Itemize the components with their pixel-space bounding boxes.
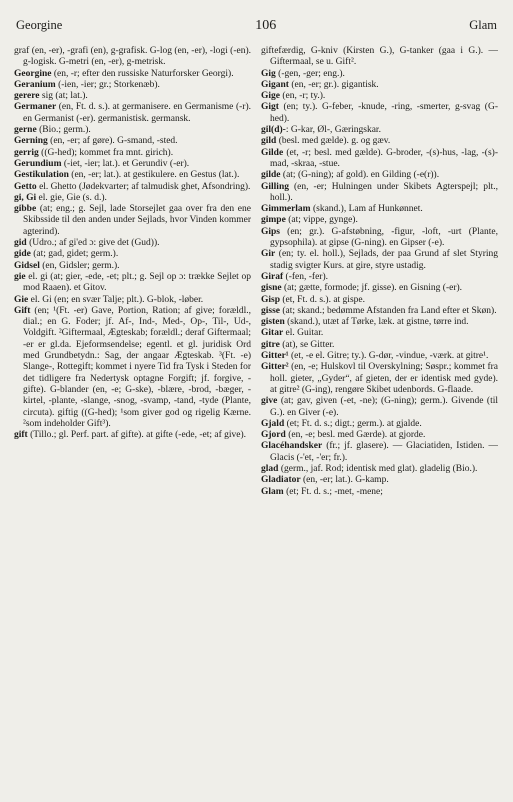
entry-headword: Gilde — [261, 147, 284, 158]
entry-headword: gisten — [261, 317, 285, 328]
entry-text: (en; ¹(Ft. -er) Gave, Portion, Ration; af give; forældl., dial.; en G. Foder; jf. Af-, Ind-, Med-, Op-, Til-, Ud-, Voldgift. ²Giftermaal, Ægteskab; forældl.; deraf Giftermaal; -er er gl.da. Ejeformsendelse; egentl. et gl. juridisk Ord med Grundbetydn.: Sag, der angaar Ægteskab. ³(Ft. -e) Slange-, Rottegift; kommet i nyere Tid fra Tysk i Steden for det tidligere fra Nedertysk optagne Forgift; jf. forgive, -gifte). G-blander (en, -e; G-ske), -blære, -brod, -bæger, -kirtel, -plante, -slange, -snog, -svamp, -tand, -tyde (Plante, circuta). giftig ((G-hed); ¹som giver god og rigelig Kærne. ²som indeholder Gift³). — [23, 305, 251, 429]
dictionary-entry — [261, 170, 498, 181]
entry-headword: Gidsel — [14, 260, 40, 271]
entry-text: el. Guitar. — [283, 328, 324, 339]
dictionary-entry — [14, 91, 251, 102]
entry-headword: gid — [14, 238, 27, 249]
page-header — [16, 18, 497, 42]
entry-text: el. Gi (en; en svær Talje; plt.). G-blok, -løber. — [28, 294, 204, 305]
right-column — [261, 46, 498, 802]
entry-headword: gild — [261, 136, 277, 147]
entry-text: (en; ty. el. holl.), Sejlads, der paa Grund af slet Styring stadig svigter Kurs. at gire, styre ustadig. — [270, 249, 498, 271]
entry-text: (-iet, -ier; lat.). et Gerundiv (-er). — [61, 158, 190, 169]
entry-headword: Gladiator — [261, 475, 301, 486]
dictionary-entry — [14, 204, 251, 238]
dictionary-entry — [14, 170, 251, 181]
dictionary-entry — [261, 396, 498, 419]
dictionary-entry — [14, 136, 251, 147]
dictionary-entry — [14, 102, 251, 125]
dictionary-entry — [14, 430, 251, 441]
dictionary-entry — [14, 272, 251, 295]
entry-headword: Glacéhandsker — [261, 441, 323, 452]
dictionary-entry — [261, 340, 498, 351]
entry-headword: glad — [261, 463, 279, 474]
dictionary-entry — [261, 295, 498, 306]
entry-text: ((G-hed); kommet fra mnt. girich). — [38, 147, 174, 158]
entry-headword: gie — [14, 271, 26, 282]
dictionary-entry — [261, 182, 498, 205]
entry-headword: Gjord — [261, 430, 286, 441]
dictionary-entry — [261, 328, 498, 339]
entry-headword: Gitter² — [261, 362, 289, 373]
entry-headword: Gisp — [261, 294, 281, 305]
dictionary-entry — [261, 215, 498, 226]
dictionary-entry — [14, 69, 251, 80]
dictionary-entry — [261, 283, 498, 294]
dictionary-entry — [261, 91, 498, 102]
entry-headword: Gerning — [14, 136, 48, 147]
dictionary-entry — [261, 419, 498, 430]
entry-headword: gibbe — [14, 204, 37, 215]
entry-text: (en, -e; besl. med Gærde). at gjorde. — [285, 430, 426, 441]
dictionary-entry — [261, 148, 498, 171]
header-left-guideword: Georgine — [16, 18, 63, 32]
entry-headword: Gjald — [261, 418, 285, 429]
entry-headword: Gimmerlam — [261, 204, 311, 215]
entry-text: (en; ty.). G-feber, -knude, -ring, -smerter, g-svag (G-hed). — [270, 102, 498, 124]
dictionary-entry — [14, 193, 251, 204]
dictionary-entry — [261, 487, 498, 498]
entry-text: (at; vippe, gynge). — [285, 215, 358, 226]
entry-text: (skand.), utæt af Tørke, læk. at gistne, tørre ind. — [284, 317, 469, 328]
dictionary-entry — [261, 69, 498, 80]
dictionary-entry — [14, 46, 251, 69]
entry-headword: gide — [14, 249, 31, 260]
entry-headword: Gestikulation — [14, 170, 69, 181]
dictionary-entry — [261, 125, 498, 136]
entry-text: (et; Ft. d. s.; digt.; germ.). at gjalde. — [284, 418, 422, 429]
entry-headword: Gir — [261, 249, 276, 260]
entry-headword: Gilling — [261, 181, 289, 192]
entry-text: (en, -r; ty.). — [280, 91, 326, 102]
entry-text: (Bio.; germ.). — [36, 125, 91, 136]
entry-text: el. Ghetto (Jødekvarter; af talmudisk ghet, Afsondring). — [36, 181, 251, 192]
entry-text: (en, -er; Hulningen under Skibets Agterspejl; plt., holl.). — [270, 181, 498, 203]
entry-text: (en, -r; efter den russiske Naturforsker Georgi). — [51, 68, 234, 79]
entry-headword: gitre — [261, 339, 280, 350]
entry-text: (at; gav, given (-et, -ne); (G-ning); germ.). Givende (til G.). en Giver (-e). — [270, 396, 498, 418]
entry-headword: Giraf — [261, 271, 284, 282]
entry-text: el. gie, Gie (s. d.). — [36, 192, 107, 203]
entry-headword: Gips — [261, 226, 281, 237]
entry-text: (en; gr.). G-afstøbning, -figur, -loft, -urt (Plante, gypsophila). at gipse (G-ning). en Gipser (-e). — [270, 226, 498, 249]
dictionary-entry — [14, 125, 251, 136]
left-column — [14, 46, 251, 802]
entry-headword: gisse — [261, 305, 280, 316]
entry-headword: Gigt — [261, 102, 279, 113]
entry-text: (en, -er; af gøre). G-smand, -sted. — [47, 136, 178, 147]
entry-headword: Gift — [14, 305, 31, 316]
dictionary-entry — [261, 80, 498, 91]
entry-headword: gimpe — [261, 215, 286, 226]
dictionary-entry — [261, 441, 498, 464]
header-right-guideword: Glam — [469, 18, 497, 32]
dictionary-entry — [261, 306, 498, 317]
dictionary-entry — [261, 102, 498, 125]
entry-text: (-ien, -ier; gr.; Storkenæb). — [55, 79, 160, 90]
entry-headword: gilde — [261, 170, 281, 181]
entry-text: (-gen, -ger; eng.). — [275, 68, 345, 79]
dictionary-entry — [261, 475, 498, 486]
entry-headword: Gige — [261, 91, 280, 102]
entry-headword: Gerundium — [14, 158, 62, 169]
entry-headword: gerere — [14, 91, 40, 102]
entry-headword: Gitter¹ — [261, 351, 289, 362]
entry-text: (at; gætte, formode; jf. gisse). en Gisning (-er). — [281, 283, 463, 294]
entry-headword: gift — [14, 430, 28, 441]
entry-headword: gerrig — [14, 147, 39, 158]
dictionary-entry — [261, 430, 498, 441]
entry-text: (en, -er; lat.). G-kamp. — [300, 475, 389, 486]
entry-headword: gil(d)- — [261, 125, 286, 136]
entry-text: (et; Ft. d. s.; -met, -mene; — [283, 486, 383, 497]
entry-text: (at), se Gitter. — [279, 339, 335, 350]
entry-headword: Glam — [261, 486, 284, 497]
columns — [14, 46, 499, 802]
entry-text: el. gi (at; gier, -ede, -et; plt.; g. Sejl op ɔ: trække Sejlet op mod Raaen). et Gitov. — [23, 271, 251, 294]
entry-headword: Getto — [14, 181, 37, 192]
entry-text: (-fen, -fer). — [283, 271, 328, 282]
entry-headword: gi, Gi — [14, 192, 37, 203]
dictionary-entry — [261, 249, 498, 272]
entry-text: (Tillo.; gl. Perf. part. af gifte). at gifte (-ede, -et; af give). — [27, 430, 247, 441]
entry-text: (fr.; jf. glasere). — Glaciatiden, Istiden. — Glacis (-'et, -'er; fr.). — [270, 441, 498, 463]
dictionary-entry — [14, 261, 251, 272]
dictionary-entry — [261, 362, 498, 396]
dictionary-entry — [261, 46, 498, 69]
entry-text: (at; gad, gidet; germ.). — [30, 249, 119, 260]
dictionary-entry — [261, 272, 498, 283]
entry-text: (en, -er; gr.). gigantisk. — [288, 79, 379, 90]
entry-headword: gerne — [14, 125, 37, 136]
entry-headword: Gie — [14, 294, 29, 305]
entry-text: (Udro.; af gi'ed ɔ: give det (Gud)). — [26, 238, 160, 249]
dictionary-entry — [261, 227, 498, 250]
dictionary-entry — [14, 148, 251, 159]
entry-text: (en, Gidsler; germ.). — [39, 260, 120, 271]
page-number: 106 — [255, 18, 277, 33]
entry-text: (et, Ft. d. s.). at gispe. — [280, 294, 365, 305]
entry-text: (en, -e; Hulskovl til Overskylning; Søspr.; kommet fra holl. gieter, „Gyder“, af gieten, der er identisk med gyde). at gitre² (G-ing), rengøre Skibet udenbords. G-flaade. — [270, 362, 498, 395]
dictionary-entry — [261, 204, 498, 215]
entry-headword: Gig — [261, 68, 276, 79]
dictionary-entry — [14, 249, 251, 260]
entry-text: (skand.), Lam af Hunkønnet. — [310, 204, 423, 215]
entry-text: (at; (G-ning); af gold). en Gilding (-e(r)). — [280, 170, 440, 181]
entry-text: (en, -er; lat.). at gestikulere. en Gestus (lat.). — [68, 170, 240, 181]
dictionary-entry — [14, 295, 251, 306]
entry-text: graf (en, -er), -grafi (en), g-grafisk. G-log (en, -er), -logi (-en). g-logisk. G-metri (en, -er), g-metrisk. — [14, 46, 251, 68]
entry-text: (et, -e el. Gitre; ty.). G-dør, -vindue, -værk. at gitre¹. — [288, 351, 489, 362]
dictionary-entry — [14, 182, 251, 193]
dictionary-entry — [261, 464, 498, 475]
dictionary-entry — [14, 80, 251, 91]
dictionary-entry — [14, 306, 251, 430]
entry-text: (en, Ft. d. s.). at germanisere. en Germanisme (-r). en Germanist (-er). germanistisk. germansk. — [23, 102, 251, 124]
entry-text: (germ., jaf. Rod; identisk med glat). gladelig (Bio.). — [278, 463, 478, 474]
entry-headword: Gigant — [261, 79, 289, 90]
entry-text: giftefærdig, G-kniv (Kirsten G.), G-tanker (gaa i G.). — Giftermaal, se u. Gift². — [261, 46, 498, 68]
entry-text: (at; eng.; g. Sejl, lade Storsejlet gaa over fra den ene Skibsside til den anden under Sejlads, hvor Vinden kommer agterind). — [23, 204, 251, 237]
entry-text: sig (at; lat.). — [39, 91, 88, 102]
entry-headword: Georgine — [14, 68, 52, 79]
dictionary-entry — [261, 136, 498, 147]
entry-text: : G-kar, Øl-, Gæringskar. — [285, 125, 381, 136]
entry-text: (besl. med gælde). g. og gæv. — [276, 136, 391, 147]
entry-headword: Geranium — [14, 79, 56, 90]
dictionary-entry — [14, 238, 251, 249]
dictionary-entry — [261, 351, 498, 362]
entry-text: (at; skand.; bedømme Afstanden fra Land efter et Skøn). — [280, 305, 497, 316]
dictionary-entry — [14, 159, 251, 170]
entry-headword: gisne — [261, 283, 282, 294]
entry-headword: Germaner — [14, 102, 57, 113]
dictionary-entry — [261, 317, 498, 328]
entry-headword: Gitar — [261, 328, 284, 339]
entry-text: (et, -r; besl. med gælde). G-broder, -(s)-hus, -lag, -(s)-mad, -skraa, -stue. — [270, 147, 498, 169]
entry-headword: give — [261, 396, 278, 407]
